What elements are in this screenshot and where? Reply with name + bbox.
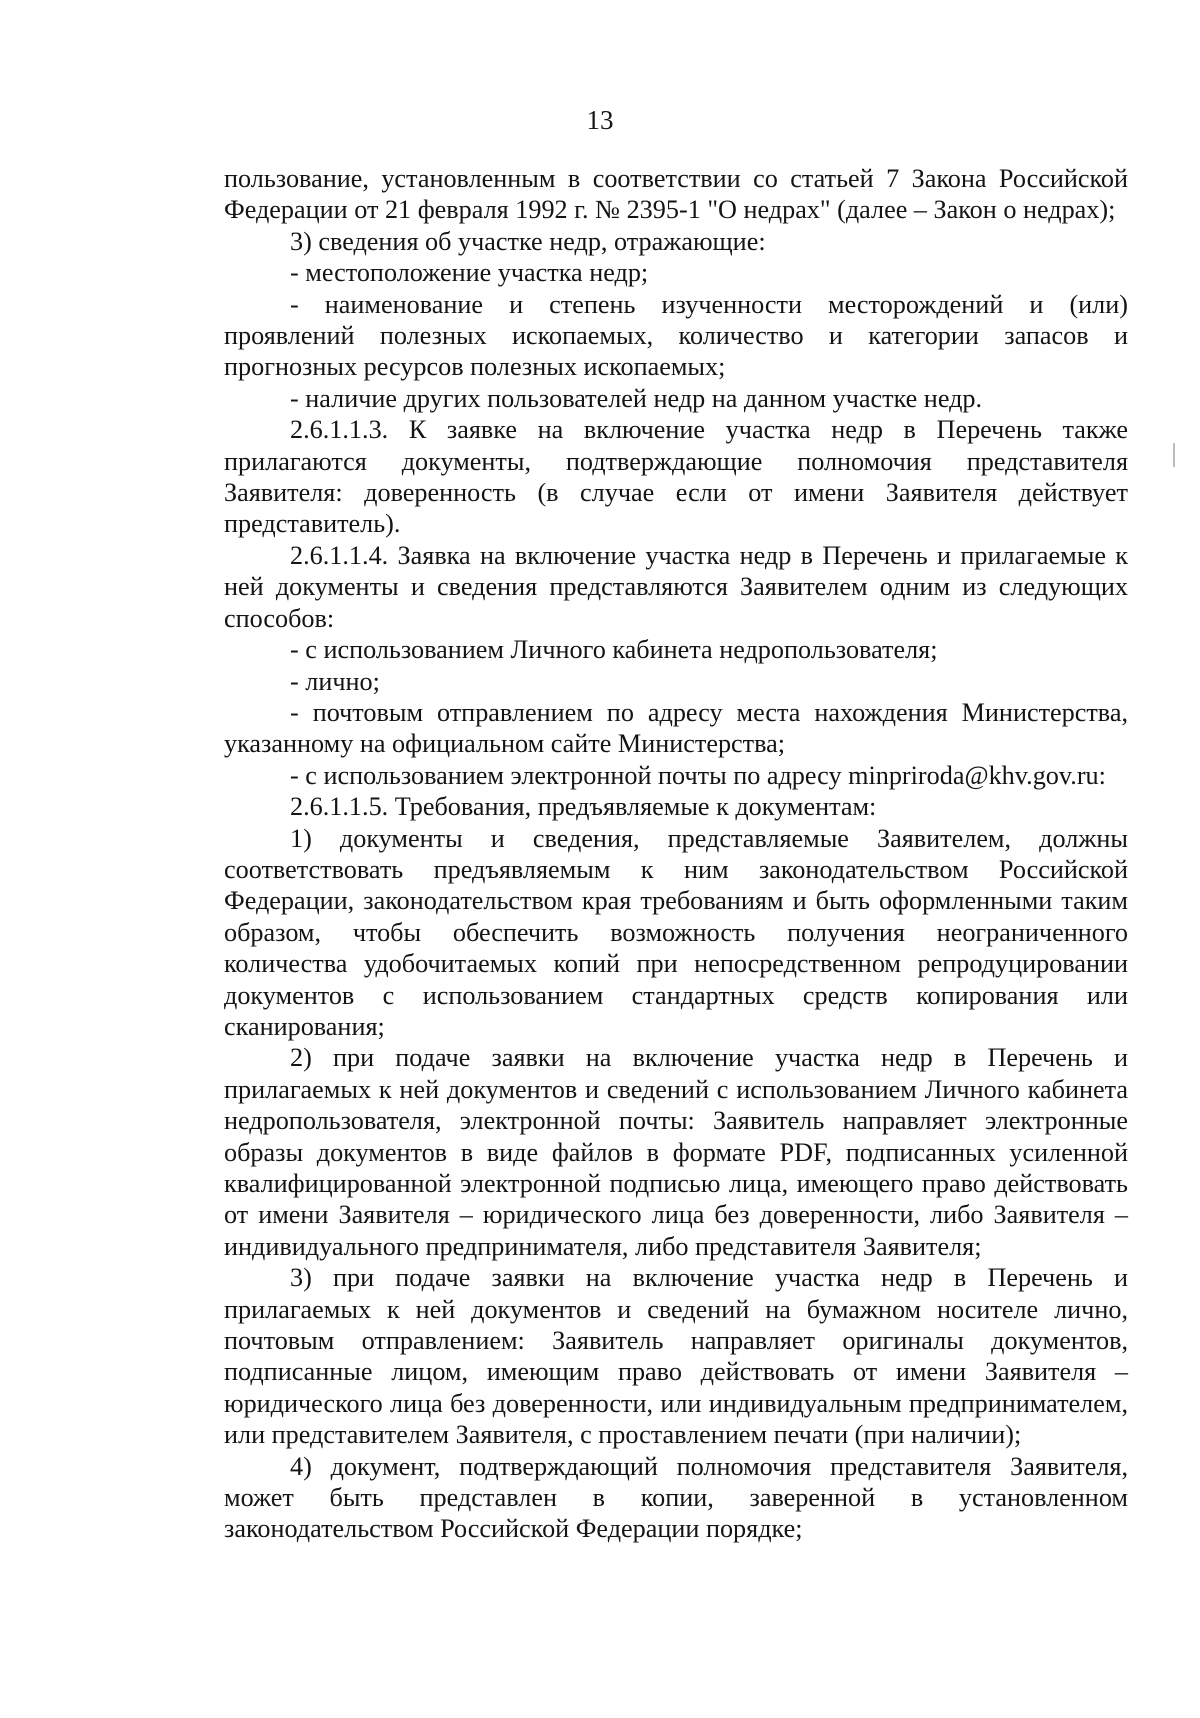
paragraph-6: 2.6.1.1.3. К заявке на включение участка недр в Перечень также прилагаются документы, подтверждающие полномочия представителя Заявителя: доверенность (в случае если от имени Заявителя действует представитель). (224, 415, 1128, 539)
paragraph-12: 2.6.1.1.5. Требования, предъявляемые к документам: (290, 792, 877, 822)
document-body (224, 163, 1128, 1545)
paragraph-9: - лично; (290, 666, 380, 696)
paragraph-14: 2) при подаче заявки на включение участка недр в Перечень и прилагаемых к ней документов и сведений с использованием Личного кабинета недропользователя, электронной почты: Заявитель направляет электронные образы документов в виде файлов в формате PDF, подписанных усиленной квалифицированной электронной подписью лица, имеющего право действовать от имени Заявителя – юридического лица без доверенности, либо Заявителя – индивидуального предпринимателя, либо представителя Заявителя; (224, 1043, 1128, 1261)
paragraph-3: - местоположение участка недр; (290, 258, 649, 288)
paragraph-4: - наименование и степень изученности месторождений и (или) проявлений полезных ископаемых, количество и категории запасов и прогнозных ресурсов полезных ископаемых; (224, 289, 1128, 382)
page-number: 13 (586, 105, 614, 135)
paragraph-13: 1) документы и сведения, представляемые Заявителем, должны соответствовать предъявляемым к ним законодательством Российской Федерации, законодательством края требованиям и быть оформленными таким образом, чтобы обеспечить возможность получения неограниченного количества удобочитаемых копий при непосредственном репродуцировании документов с использованием стандартных средств копирования или сканирования; (224, 823, 1128, 1041)
paragraph-7: 2.6.1.1.4. Заявка на включение участка недр в Перечень и прилагаемые к ней документы и сведения представляются Заявителем одним из следующих способов: (224, 540, 1128, 633)
paragraph-5: - наличие других пользователей недр на данном участке недр. (290, 383, 983, 413)
paragraph-10: - почтовым отправлением по адресу места нахождения Министерства, указанному на официальном сайте Министерства; (224, 697, 1128, 759)
scan-mark (1173, 443, 1175, 467)
paragraph-16: 4) документ, подтверждающий полномочия представителя Заявителя, может быть представлен в копии, заверенной в установленном законодательством Российской Федерации порядке; (224, 1451, 1128, 1544)
paragraph-1: пользование, установленным в соответствии со статьей 7 Закона Российской Федерации от 21 февраля 1992 г. № 2395-1 "О недрах" (далее – Закон о недрах); (224, 164, 1128, 225)
paragraph-2: 3) сведения об участке недр, отражающие: (290, 226, 766, 256)
paragraph-11: - с использованием электронной почты по адресу minprirodа@khv.gov.ru: (290, 760, 1106, 790)
paragraph-8: - с использованием Личного кабинета недропользователя; (290, 635, 938, 665)
paragraph-15: 3) при подаче заявки на включение участка недр в Перечень и прилагаемых к ней документов и сведений на бумажном носителе лично, почтовым отправлением: Заявитель направляет оригиналы документов, подписанные лицом, имеющим право действовать от имени Заявителя – юридического лица без доверенности, или индивидуальным предпринимателем, или представителем Заявителя, с проставлением печати (при наличии); (224, 1263, 1128, 1450)
